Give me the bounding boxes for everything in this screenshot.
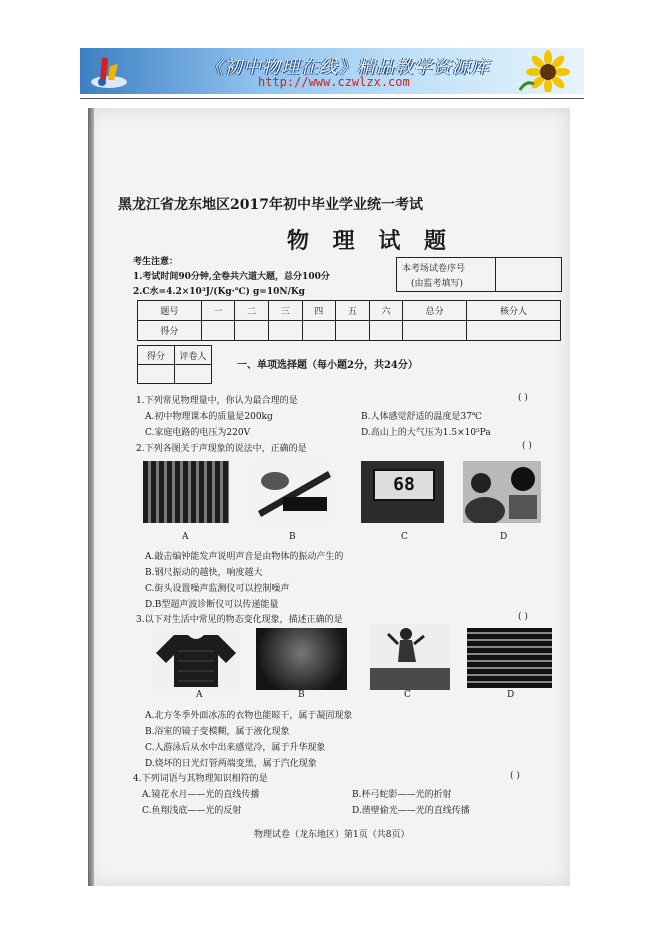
q2-label-a: A: [182, 532, 189, 542]
score-table-row: [138, 321, 561, 341]
grader-score-cell[interactable]: [138, 365, 175, 384]
q3-image-swimmer: [370, 624, 450, 690]
score-cell[interactable]: [201, 321, 235, 341]
q1-option-a: A.初中物理课本的质量是200kg: [145, 412, 273, 422]
score-header-cell: 核分人: [467, 301, 561, 321]
q4-option-b: B.杯弓蛇影——光的折射: [352, 790, 452, 800]
q2-option-b: B.钢尺振动的越快，响度越大: [145, 568, 263, 578]
score-cell[interactable]: [268, 321, 302, 341]
page-footer: 物理试卷（龙东地区）第1页（共8页）: [254, 830, 410, 840]
score-header-cell: 五: [336, 301, 370, 321]
serial-divider: [495, 258, 496, 291]
notice-line-1: 1.考试时间90分钟,全卷共六道大题，总分100分: [133, 272, 330, 282]
q1-option-c: C.家庭电路的电压为220V: [145, 428, 251, 438]
banner-divider: [80, 98, 584, 99]
q3-option-d: D.烧坏的日光灯管两端变黑，属于汽化现象: [145, 759, 317, 769]
ruler-hand-icon: [253, 461, 333, 523]
noise-display: 68: [373, 469, 435, 501]
score-table: [137, 300, 561, 341]
q3-answer-paren[interactable]: ( ): [518, 612, 528, 622]
score-header-cell: 总分: [403, 301, 467, 321]
q2-option-d: D.B型超声波诊断仪可以传递能量: [145, 600, 279, 610]
score-header-cell: 六: [369, 301, 403, 321]
serial-sub-label: (由监考填写): [411, 279, 464, 289]
site-banner: [80, 48, 584, 94]
q2-image-ruler: [253, 461, 333, 523]
site-logo-icon: [88, 52, 130, 90]
q3-label-c: C: [404, 690, 411, 700]
q4-option-d: D.凿壁偷光——光的直线传播: [352, 806, 470, 816]
q1-answer-paren[interactable]: ( ): [518, 393, 528, 403]
q3-label-b: B: [298, 690, 305, 700]
score-table-header-row: [138, 301, 561, 321]
score-header-cell: 四: [302, 301, 336, 321]
q2-image-ultrasound: [463, 461, 541, 523]
q1-stem: 1.下列常见物理量中，你认为最合理的是: [136, 396, 298, 406]
q2-label-c: C: [401, 532, 408, 542]
q2-option-a: A.敲击编钟能发声说明声音是由物体的振动产生的: [145, 552, 344, 562]
score-cell[interactable]: [369, 321, 403, 341]
score-row-label: 得分: [138, 321, 202, 341]
grader-name-label: 评卷人: [175, 346, 212, 365]
q1-option-b: B.人体感觉舒适的温度是37℃: [361, 412, 482, 422]
section-1-title: 一、单项选择题（每小题2分，共24分）: [237, 360, 418, 371]
score-cell[interactable]: [336, 321, 370, 341]
serial-label: 本考场试卷序号: [402, 264, 466, 274]
banner-url[interactable]: http://www.czwlzx.com: [258, 75, 410, 89]
exam-title: 黑龙江省龙东地区2017年初中毕业学业统一考试: [118, 197, 423, 213]
sweater-icon: [152, 631, 240, 689]
score-cell[interactable]: [403, 321, 467, 341]
q2-answer-paren[interactable]: ( ): [522, 441, 532, 451]
q3-option-b: B.浴室的镜子变模糊，属于液化现象: [145, 727, 290, 737]
score-cell[interactable]: [467, 321, 561, 341]
q3-image-fluorescent-tube: [467, 628, 552, 688]
q2-label-d: D: [500, 532, 508, 542]
subject-title: 物 理 试 题: [287, 228, 454, 254]
swimmer-icon: [370, 624, 450, 690]
q4-stem: 4.下列词语与其物理知识相符的是: [133, 774, 268, 784]
score-header-cell: 题号: [138, 301, 202, 321]
q3-label-d: D: [507, 690, 515, 700]
q3-image-foggy-mirror: [256, 628, 347, 690]
q1-option-d: D.高山上的大气压为1.5×10⁵Pa: [361, 428, 491, 438]
notice-heading: 考生注意：: [133, 257, 179, 267]
score-header-cell: 三: [268, 301, 302, 321]
q2-label-b: B: [289, 532, 296, 542]
q4-option-c: C.鱼翔浅底——光的反射: [142, 806, 242, 816]
score-header-cell: 一: [201, 301, 235, 321]
score-header-cell: 二: [235, 301, 269, 321]
grader-score-label: 得分: [138, 346, 175, 365]
q2-stem: 2.下列各图关于声现象的说法中，正确的是: [136, 444, 307, 454]
q2-image-bells: [143, 461, 229, 523]
q3-stem: 3.以下对生活中常见的物态变化现象，描述正确的是: [136, 615, 343, 625]
q4-option-a: A.镜花水月——光的直线传播: [142, 790, 260, 800]
score-cell[interactable]: [235, 321, 269, 341]
q3-image-frozen-clothes: [152, 631, 240, 689]
q4-answer-paren[interactable]: ( ): [510, 771, 520, 781]
notice-line-2: 2.C水=4.2×10³J/(Kg·℃) g=10N/Kg: [133, 287, 305, 297]
sunflower-icon: [516, 50, 576, 92]
q3-label-a: A: [196, 690, 203, 700]
q3-option-a: A.北方冬季外面冰冻的衣物也能晾干，属于凝固现象: [145, 711, 353, 721]
score-cell[interactable]: [302, 321, 336, 341]
ultrasound-scene-icon: [463, 461, 541, 523]
grader-table: [137, 345, 212, 384]
grader-name-cell[interactable]: [175, 365, 212, 384]
serial-number-box: [396, 257, 562, 292]
q2-image-noise-monitor: [361, 461, 444, 523]
q3-option-c: C.人游泳后从水中出来感觉冷，属于升华现象: [145, 743, 326, 753]
q2-option-c: C.街头设置噪声监测仪可以控制噪声: [145, 584, 290, 594]
banner-title: 《初中物理在线》精品教学资源库: [205, 57, 490, 78]
